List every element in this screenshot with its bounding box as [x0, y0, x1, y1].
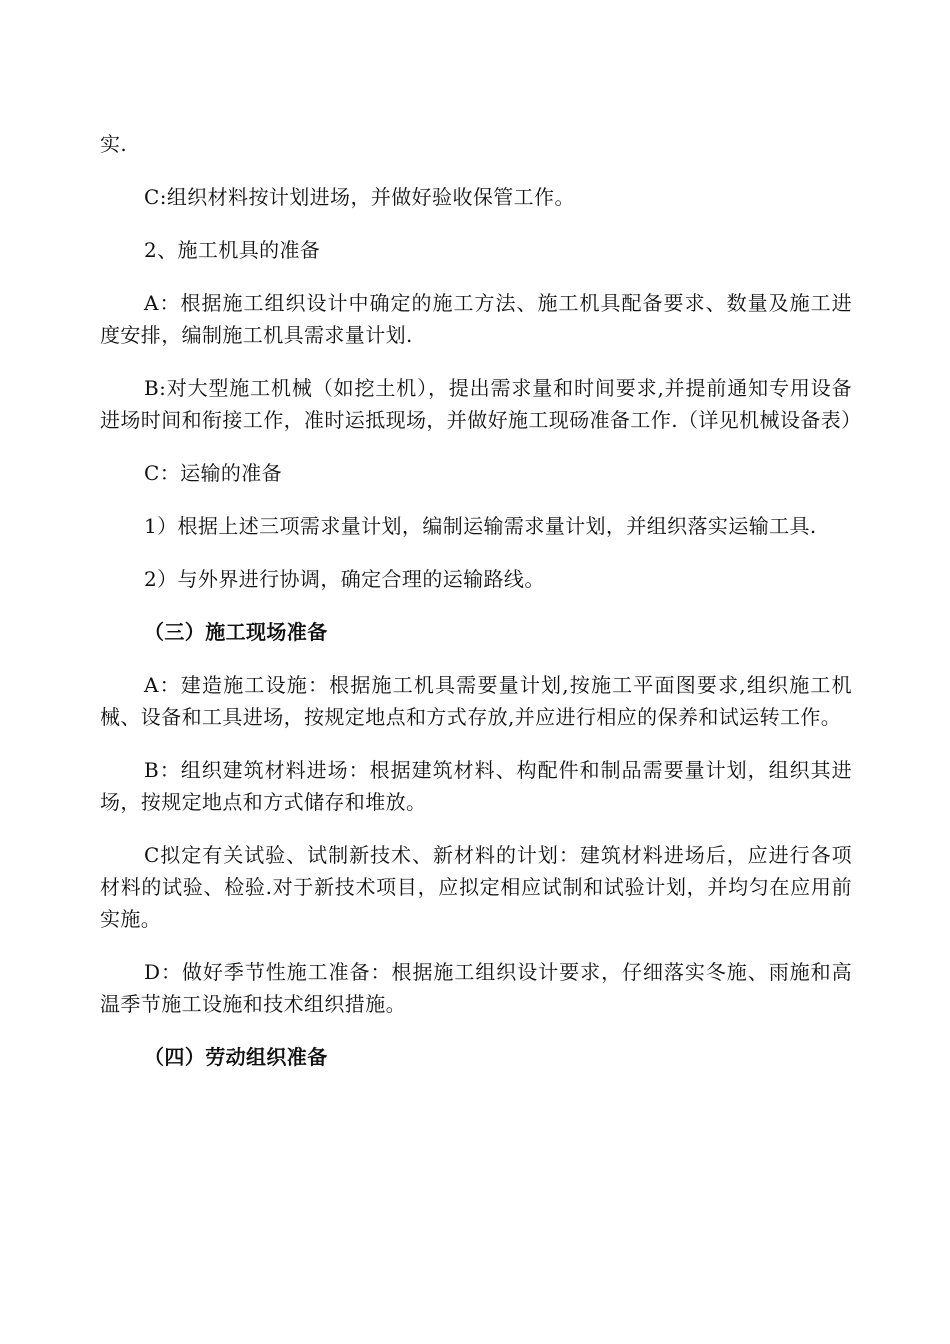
paragraph-transport-plan: 1）根据上述三项需求量计划，编制运输需求量计划，并组织落实运输工具.	[144, 514, 817, 538]
paragraph-b-materials-entry: B：组织建筑材料进场：根据建筑材料、构配件和制品需要量计划，组织其进场，按规定地点和方式储存和堆放。	[100, 758, 852, 814]
paragraph-c-materials-entry: C:组织材料按计划进场，并做好验收保管工作。	[144, 185, 575, 209]
paragraph-b-large-machinery: B:对大型施工机械（如挖土机），提出需求量和时间要求,并提前通知专用设备进场时间和衔接工作，准时运抵现场，并做好施工现砀准备工作.（详见机械设备表）	[100, 376, 862, 432]
paragraph-d-seasonal-preparation: D：做好季节性施工准备：根据施工组织设计要求，仔细落实冬施、雨施和高温季节施工设施和技术组织措施。	[100, 960, 852, 1016]
subheading-transport-preparation: C：运输的准备	[144, 461, 283, 485]
paragraph-transport-route: 2）与外界进行协调，确定合理的运输路线。	[144, 567, 545, 591]
paragraph-c-testing-plan: C拟定有关试验、试制新技术、新材料的计划：建筑材料进场后，应进行各项材料的试验、检验.对于新技术项目，应拟定相应试制和试验计划，并均匀在应用前实施。	[100, 843, 852, 931]
paragraph-a-site-facilities: A：建造施工设施：根据施工机具需要量计划,按施工平面图要求,组织施工机械、设备和工具进场，按规定地点和方式存放,并应进行相应的保养和试运转工作。	[100, 673, 852, 729]
paragraph-a-machinery-plan: A：根据施工组织设计中确定的施工方法、施工机具配备要求、数量及施工进度安排，编制施工机具需求量计划.	[100, 291, 852, 347]
subheading-machinery-preparation: 2、施工机具的准备	[144, 238, 321, 262]
paragraph-continuation: 实.	[100, 132, 128, 156]
section-heading-site-preparation: （三）施工现场准备	[144, 620, 328, 644]
document-body	[100, 128, 862, 1073]
section-heading-labor-organization: （四）劳动组织准备	[144, 1045, 328, 1069]
